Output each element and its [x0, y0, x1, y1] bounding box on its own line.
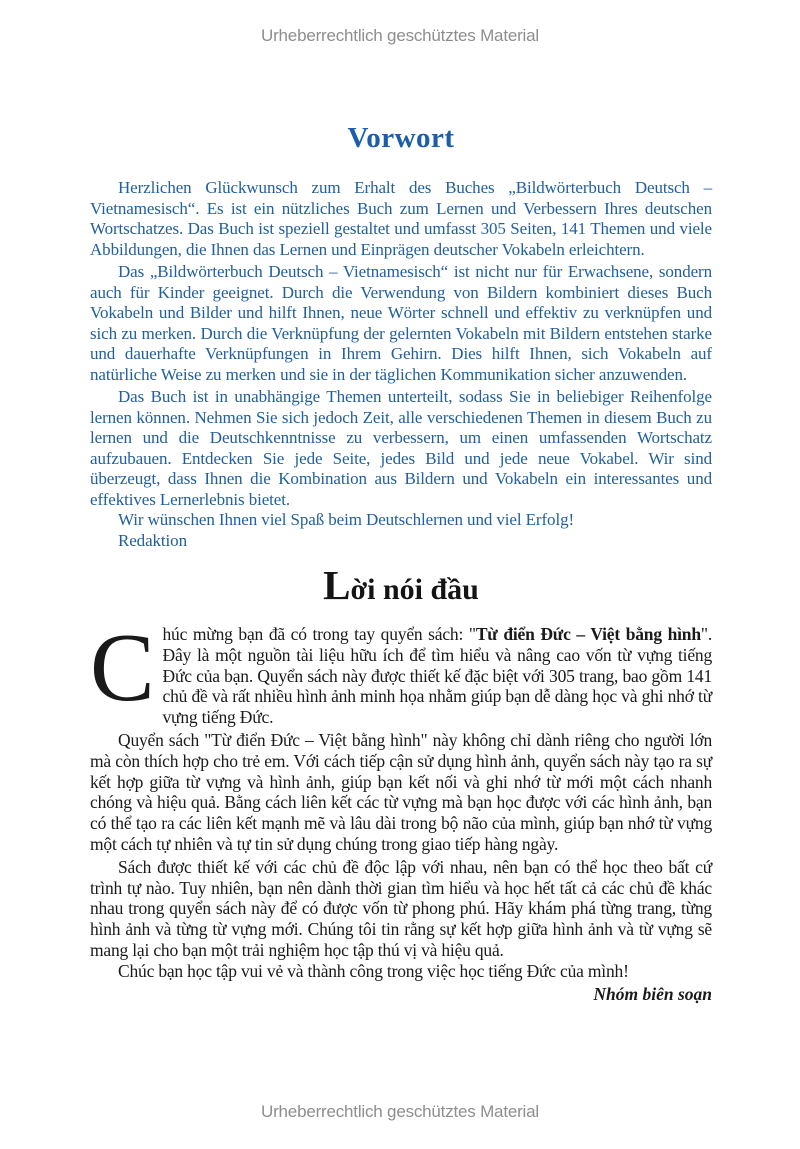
vietnamese-title-rest: ời nói đầu: [350, 573, 479, 606]
vietnamese-title-initial: L: [323, 562, 351, 608]
vietnamese-closing-line: Chúc bạn học tập vui vẻ và thành công trong việc học tiếng Đức của mình!: [118, 960, 629, 981]
german-closing-line: Wir wünschen Ihnen viel Spaß beim Deutschlernen und viel Erfolg!: [118, 510, 575, 529]
german-paragraph-1: Herzlichen Glückwunsch zum Erhalt des Buches „Bildwörterbuch Deutsch – Vietnamesisch“. Es ist ein nützliches Buch zum Lernen und Verbessern Ihres deutschen Wortschatzes. Das Buch ist speziell gestaltet und umfasst 305 Seiten, 141 Themen und viele Abbildungen, die Ihnen das Lernen und Einprägen deutscher Vokabeln erleichtern.: [90, 178, 712, 259]
vietnamese-preface-title: [90, 561, 712, 609]
german-signature: Redaktion: [118, 530, 187, 550]
german-paragraph-3: Das Buch ist in unabhängige Themen unterteilt, sodass Sie in beliebiger Reihenfolge lernen können. Nehmen Sie sich jedoch Zeit, alle verschiedenen Themen in diesem Buch zu lernen und die Deutschkenntnisse zu verbessern, um einen umfassenden Wortschatz aufzubauen. Entdecken Sie jede Seite, jedes Bild und jede neue Vokabel. Wir sind überzeugt, dass Ihnen die Kombination aus Bildern und Vokabeln ein interessantes und effektives Lernerlebnis bietet.: [90, 387, 712, 509]
german-paragraph-2: Das „Bildwörterbuch Deutsch – Vietnamesisch“ ist nicht nur für Erwachsene, sondern auch für Kinder geeignet. Durch die Verwendung von Bildern kombiniert dieses Buch Vokabeln und Bilder und hilft Ihnen, neue Wörter schnell und effektiv zu verknüpfen und sich zu merken. Durch die Verknüpfung der gelernten Vokabeln mit Bildern entstehen starke und dauerhafte Verknüpfungen in Ihrem Gehirn. Dies hilft Ihnen, sich Vokabeln auf natürliche Weise zu merken und sie in der täglichen Kommunikation sicher anzuwenden.: [90, 262, 712, 384]
vietnamese-paragraph-1-pre: húc mừng bạn đã có trong tay quyển sách: ": [162, 624, 476, 644]
vietnamese-paragraph-1: [90, 614, 712, 728]
vietnamese-paragraph-2: Quyển sách "Từ điển Đức – Việt bằng hình" này không chỉ dành riêng cho người lớn mà còn thích hợp cho trẻ em. Với cách tiếp cận sử dụng hình ảnh, quyển sách này tạo ra sự kết hợp giữa từ vựng và hình ảnh, giúp bạn kết nối và ghi nhớ từ mới một cách nhanh chóng và hiệu quả. Bằng cách liên kết các từ vựng mà bạn học được với các hình ảnh, bạn có thể tạo ra các liên kết mạnh mẽ và lâu dài trong bộ não của mình, giúp bạn nhớ từ vựng một cách tự nhiên và tự tin sử dụng chúng trong giao tiếp hàng ngày.: [90, 729, 712, 854]
book-title-bold: Từ điển Đức – Việt bằng hình: [475, 624, 701, 644]
drop-cap: C: [90, 614, 155, 721]
vietnamese-paragraph-3: Sách được thiết kế với các chủ đề độc lập với nhau, nên bạn có thể học theo bất cứ trình tự nào. Tuy nhiên, bạn nên dành thời gian tìm hiểu và học hết tất cả các chủ đề khác nhau trong quyển sách này để có được vốn từ phong phú. Hãy khám phá từng trang, từng hình ảnh và từng từ vựng mới. Chúng tôi tin rằng sự kết hợp giữa hình ảnh và từ vựng sẽ mang lại cho bạn một trải nghiệm học tập thú vị và hiệu quả.: [90, 856, 712, 960]
copyright-notice-bottom: Urheberrechtlich geschütztes Material: [261, 1102, 539, 1121]
copyright-notice-top: Urheberrechtlich geschütztes Material: [261, 26, 539, 45]
vietnamese-paragraph-1-post: ". Đây là một nguồn tài liệu hữu ích để tìm hiểu và nâng cao vốn từ vựng tiếng Đức của bạn. Quyển sách này được thiết kế đặc biệt với 305 trang, bao gồm 141 chủ đề và rất nhiều hình ảnh minh họa nhằm giúp bạn dễ dàng học và ghi nhớ từ vựng tiếng Đức.: [162, 624, 712, 728]
book-page: [90, 0, 712, 1004]
german-preface-title: Vorwort: [347, 122, 455, 154]
vietnamese-signature: Nhóm biên soạn: [593, 983, 712, 1004]
